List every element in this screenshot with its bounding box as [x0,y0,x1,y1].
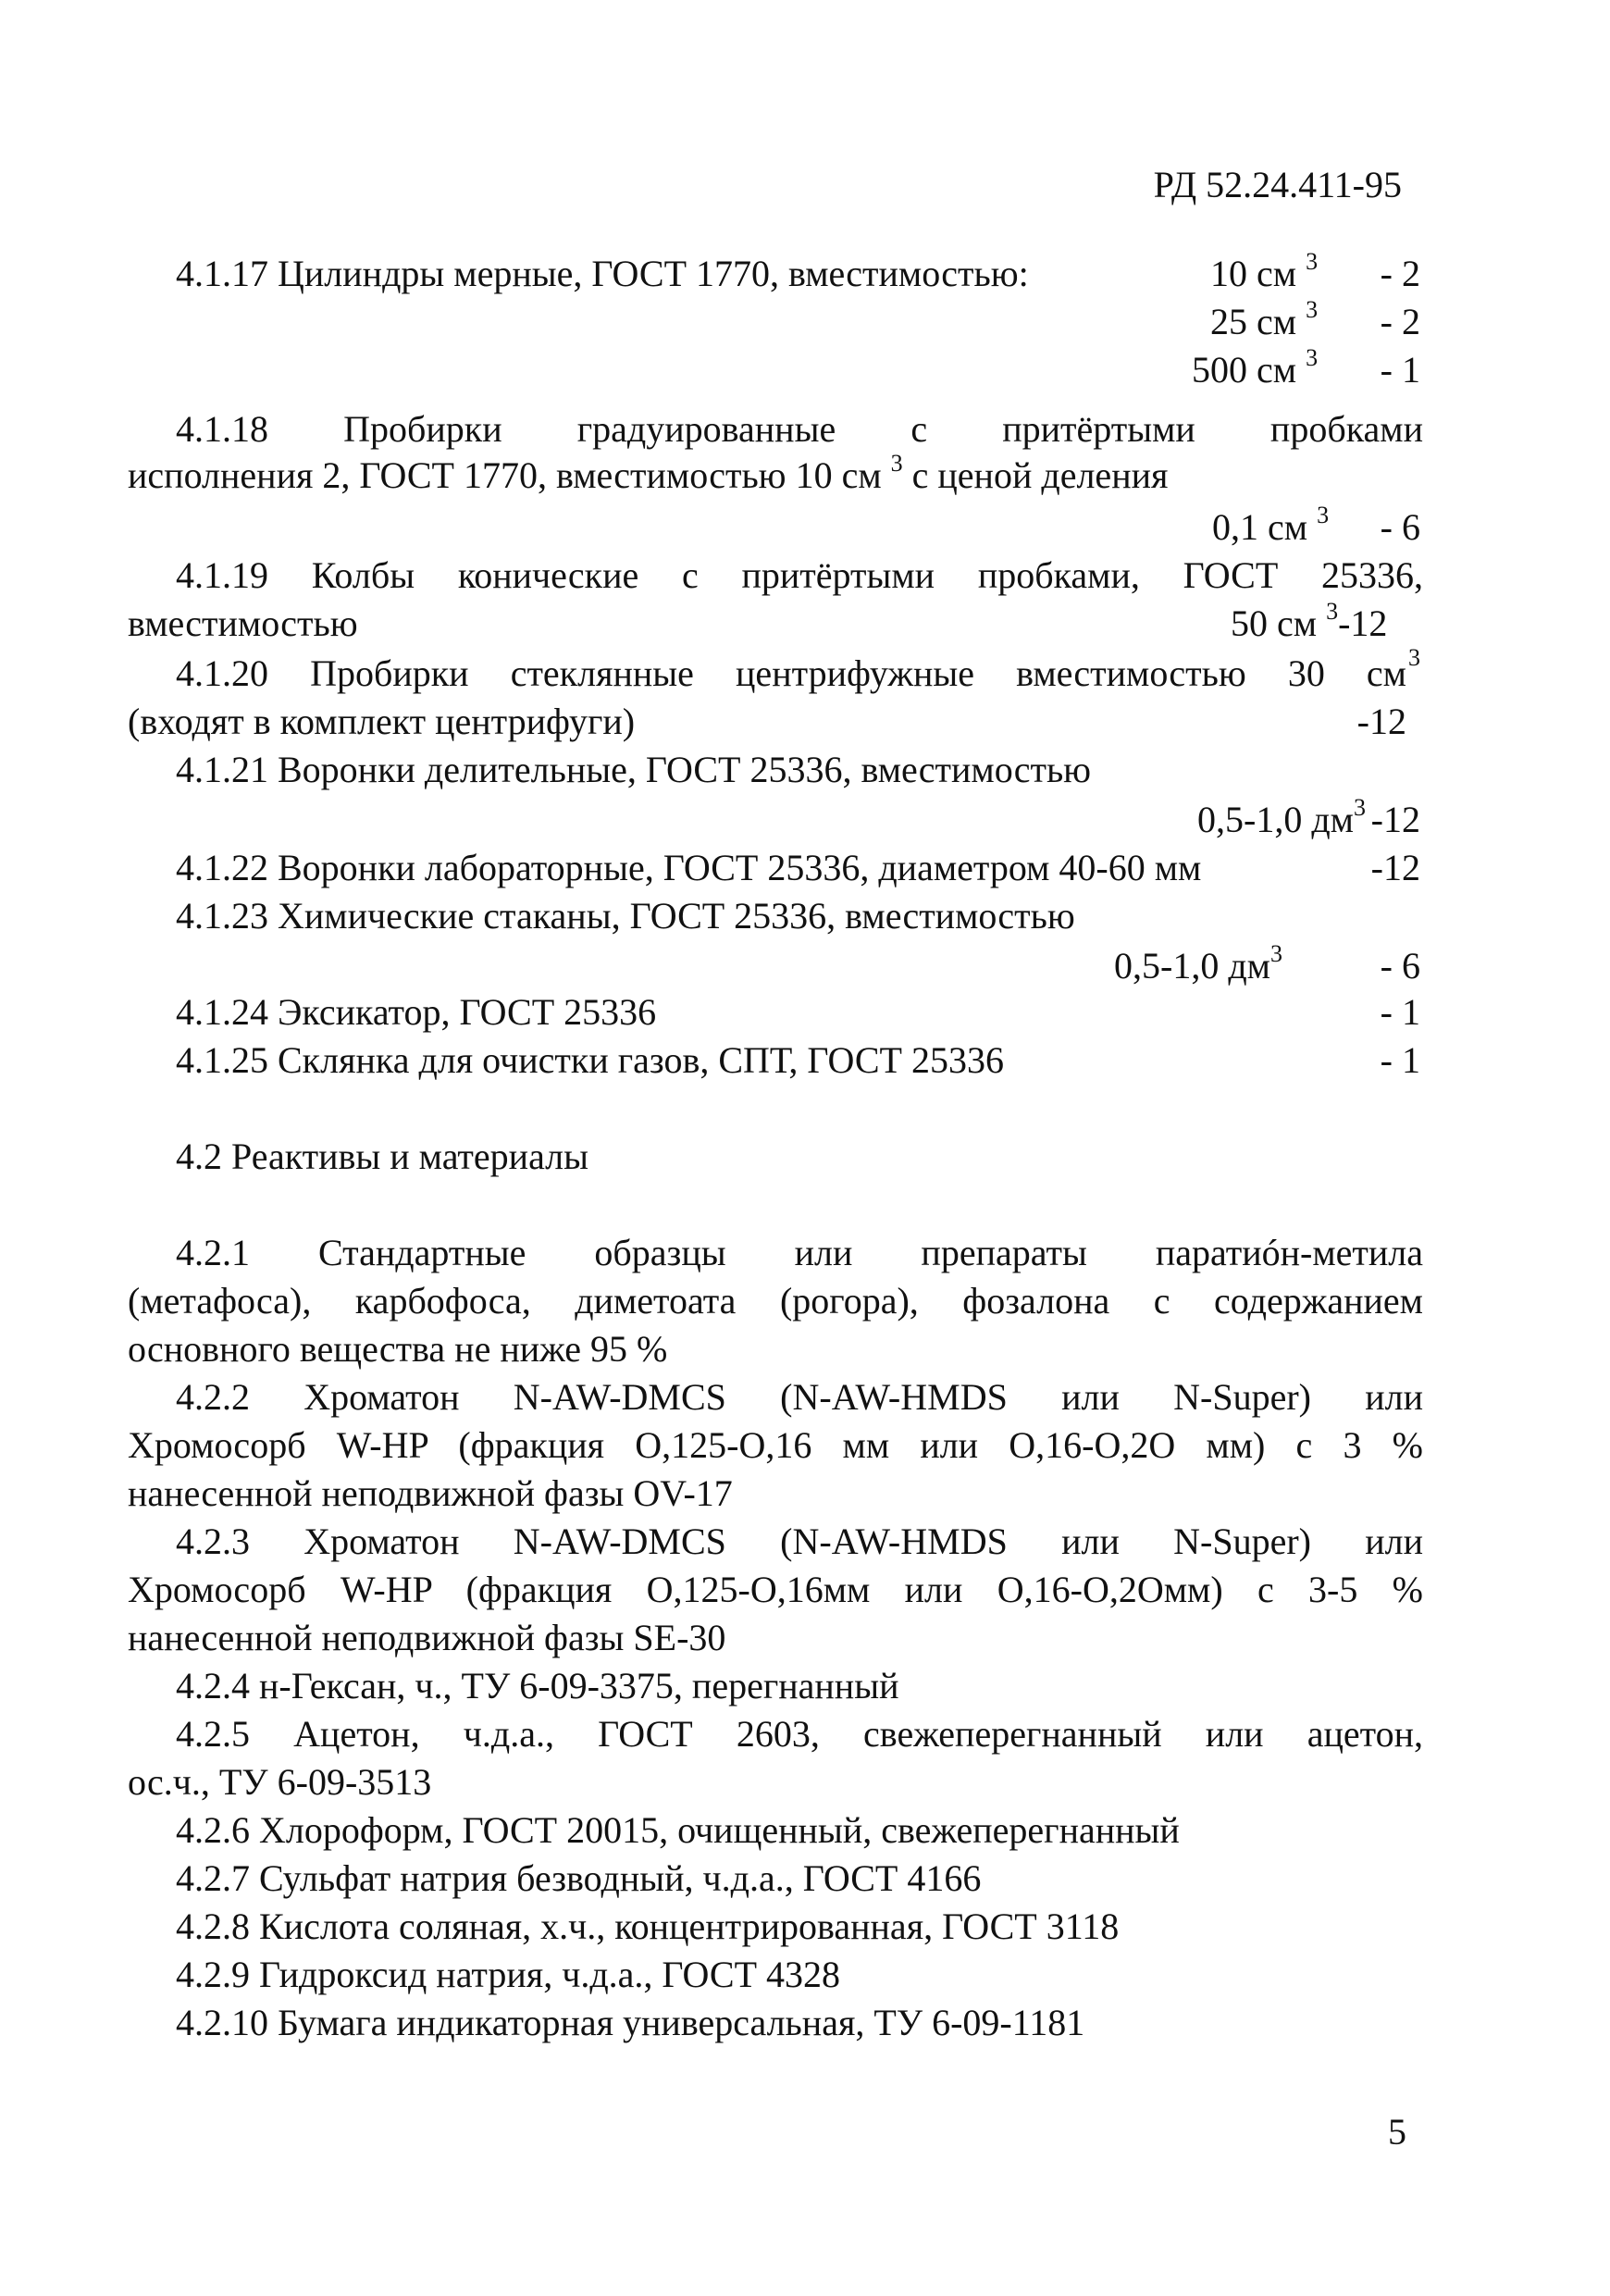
item-4-1-24-qty: - 1 [1380,991,1420,1033]
item-4-1-19-value: 50 см $^3$-12 [1231,598,1388,644]
item-4-2-5-line-1: 4.2.5 Ацетон, ч.д.а., ГОСТ 2603, свежеперегнанный или ацетон, [176,1713,1423,1755]
item-4-2-5-line-2: ос.ч., ТУ 6-09-3513 [128,1761,432,1803]
item-4-2-6: 4.2.6 Хлороформ, ГОСТ 20015, очищенный, свежеперегнанный [176,1809,1180,1851]
item-4-1-21-line-1: 4.1.21 Воронки делительные, ГОСТ 25336, вместимостью [176,749,1092,790]
item-4-2-3-line-3: нанесенной неподвижной фазы SE-30 [128,1617,726,1658]
item-4-1-24: 4.1.24 Эксикатор, ГОСТ 25336 [176,991,657,1033]
item-4-2-2-line-3: нанесенной неподвижной фазы OV-17 [128,1472,733,1514]
item-4-1-25: 4.1.25 Склянка для очистки газов, СПТ, ГОСТ 25336 [176,1039,1004,1081]
section-heading-4-2: 4.2 Реактивы и материалы [176,1136,589,1177]
item-4-1-22: 4.1.22 Воронки лабораторные, ГОСТ 25336, диаметром 40-60 мм [176,847,1202,888]
item-4-1-17: 4.1.17 Цилиндры мерные, ГОСТ 1770, вместимостью: [176,253,1029,294]
item-4-2-2-line-1: 4.2.2 Хроматон N-AW-DMCS (N-AW-HMDS или N-Super) или [176,1376,1423,1418]
item-4-1-23-qty: - 6 [1380,945,1420,987]
item-4-1-18-line-1: 4.1.18 Пробирки градуированные с притёртыми пробками [176,408,1423,450]
item-4-2-1-line-1: 4.2.1 Стандартные образцы или препараты паратиóн-метила [176,1232,1423,1273]
item-4-2-7: 4.2.7 Сульфат натрия безводный, ч.д.а., ГОСТ 4166 [176,1857,982,1899]
item-4-2-4: 4.2.4 н-Гексан, ч., ТУ 6-09-3375, перегнанный [176,1665,899,1706]
item-4-1-23-value: 0,5-1,0 $дм^3$ [1114,940,1282,987]
item-4-2-2-line-2: Хромосорб W-HP (фракция O,125-O,16 мм или O,16-O,2O мм) с 3 % [128,1424,1423,1466]
item-4-1-25-qty: - 1 [1380,1039,1420,1081]
item-4-1-19-line-1: 4.1.19 Колбы конические с притёртыми пробками, ГОСТ 25336, [176,554,1423,596]
item-4-1-20-qty: -12 [1356,701,1406,742]
item-4-1-17-qty-2: - 2 [1380,301,1420,342]
item-4-1-17-volume-3: 500 см $^3$ [1192,344,1319,391]
item-4-2-9: 4.2.9 Гидроксид натрия, ч.д.а., ГОСТ 4328 [176,1954,841,1995]
item-4-1-18-qty: - 6 [1380,506,1420,548]
item-4-1-21-value: 0,5-1,0 $дм^3$ [1197,794,1366,840]
item-4-2-3-line-2: Хромосорб W-HP (фракция O,125-O,16мм или O,16-O,2Oмм) с 3-5 % [128,1569,1423,1610]
item-4-1-19-line-2: вместимостью [128,602,358,644]
item-4-1-20-sup: 3 [1408,644,1420,671]
item-4-1-20-line-2: (входят в комплект центрифуги) [128,701,636,742]
item-4-1-17-qty-3: - 1 [1380,349,1420,391]
item-4-2-1-line-3: основного вещества не ниже 95 % [128,1328,668,1370]
item-4-2-1-line-2: (метафоса), карбофоса, диметоата (рогора), фозалона с содержанием [128,1280,1423,1322]
doc-code: РД 52.24.411-95 [1153,164,1402,205]
item-4-1-20-line-1: 4.1.20 Пробирки стеклянные центрифужные вместимостью 30 см [176,652,1406,694]
item-4-1-22-qty: -12 [1370,847,1420,888]
item-4-1-17-volume-1: 10 см $^3$ [1210,248,1319,294]
item-4-1-23-line-1: 4.1.23 Химические стаканы, ГОСТ 25336, вместимостью [176,895,1075,937]
item-4-1-17-volume-2: 25 см $^3$ [1210,296,1319,342]
item-4-1-17-qty-1: - 2 [1380,253,1420,294]
page-number: 5 [1388,2111,1406,2153]
item-4-1-21-qty: -12 [1370,799,1420,840]
item-4-1-18-value: 0,1 см $^3$ [1212,502,1330,548]
item-4-1-18-line-2: исполнения 2, ГОСТ 1770, вместимостью 10 см $^3$ с ценой деления [128,450,1169,496]
item-4-2-8: 4.2.8 Кислота соляная, х.ч., концентрированная, ГОСТ 3118 [176,1905,1120,1947]
item-4-2-10: 4.2.10 Бумага индикаторная универсальная, ТУ 6-09-1181 [176,2002,1085,2043]
item-4-2-3-line-1: 4.2.3 Хроматон N-AW-DMCS (N-AW-HMDS или N-Super) или [176,1520,1423,1562]
